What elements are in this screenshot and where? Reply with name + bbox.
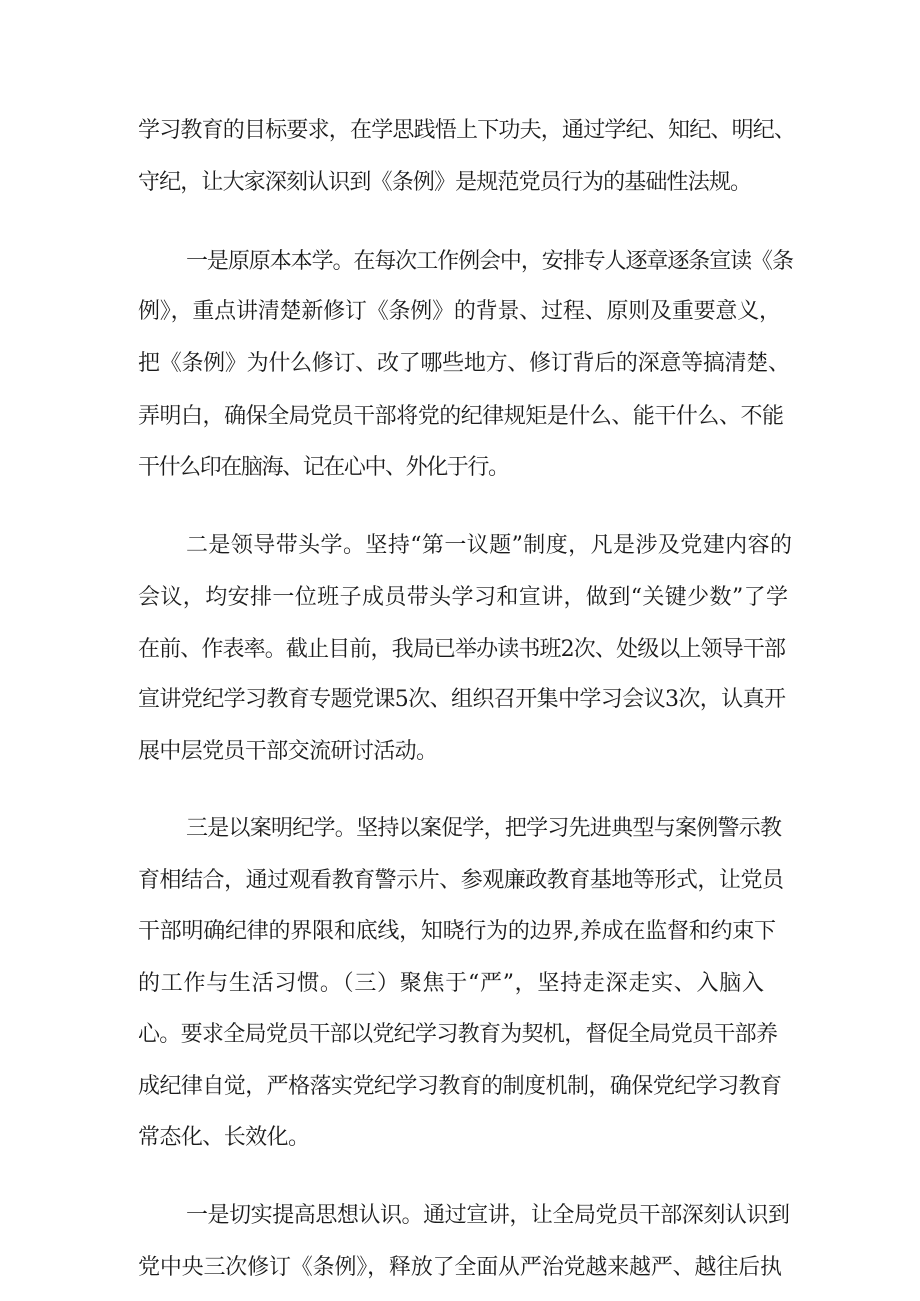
body-text-line bbox=[0, 861, 920, 901]
body-text-line bbox=[0, 578, 920, 618]
line-text: 展中层党员干部交流研讨活动。 bbox=[138, 739, 438, 764]
body-text-line bbox=[0, 292, 920, 332]
body-text-line bbox=[0, 111, 920, 151]
body-text-line bbox=[0, 1067, 920, 1107]
body-text-line bbox=[0, 344, 920, 384]
line-text: 心。要求全局党员干部以党纪学习教育为契机，督促全局党员干部养 bbox=[138, 1022, 778, 1047]
line-text: 例》，重点讲清楚新修订《条例》的背景、过程、原则及重要意义， bbox=[138, 299, 781, 324]
body-text-line bbox=[0, 163, 920, 203]
body-text-line bbox=[0, 397, 920, 437]
body-text-line bbox=[0, 964, 920, 1004]
line-text: 三是以案明纪学。坚持以案促学，把学习先进典型与案例警示教 bbox=[186, 816, 782, 841]
body-text-line bbox=[0, 448, 920, 488]
line-text: 干什么印在脑海、记在心中、外化于行。 bbox=[138, 455, 509, 480]
paragraph-first-line bbox=[0, 242, 920, 282]
paragraph-first-line bbox=[0, 809, 920, 849]
line-text: 会议，均安排一位班子成员带头学习和宣讲，做到“关键少数”了学 bbox=[138, 585, 789, 610]
line-text: 宣讲党纪学习教育专题党课5次、组织召开集中学习会议3次，认真开 bbox=[138, 687, 786, 712]
line-text: 一是切实提高思想认识。通过宣讲，让全局党员干部深刻认识到 bbox=[186, 1203, 790, 1228]
body-text-line bbox=[0, 1118, 920, 1158]
body-text-line bbox=[0, 732, 920, 772]
paragraph-first-line bbox=[0, 1196, 920, 1236]
line-text: 常态化、长效化。 bbox=[138, 1125, 310, 1150]
line-text: 育相结合，通过观看教育警示片、参观廉政教育基地等形式，让党员 bbox=[138, 868, 784, 893]
line-text: 学习教育的目标要求，在学思践悟上下功夫，通过学纪、知纪、明纪、 bbox=[138, 118, 796, 143]
body-text-line bbox=[0, 680, 920, 720]
body-text-line bbox=[0, 1248, 920, 1288]
line-text: 二是领导带头学。坚持“第一议题”制度，凡是涉及党建内容的 bbox=[186, 533, 793, 558]
line-text: 在前、作表率。截止目前，我局已举办读书班2次、处级以上领导干部 bbox=[138, 637, 786, 662]
body-text-line bbox=[0, 912, 920, 952]
body-text-line bbox=[0, 1015, 920, 1055]
line-text: 一是原原本本学。在每次工作例会中，安排专人逐章逐条宣读《条 bbox=[186, 249, 793, 274]
line-text: 守纪，让大家深刻认识到《条例》是规范党员行为的基础性法规。 bbox=[138, 170, 752, 195]
line-text: 成纪律自觉，严格落实党纪学习教育的制度机制，确保党纪学习教育 bbox=[138, 1074, 782, 1099]
line-text: 的工作与生活习惯。（三）聚焦于“严”，坚持走深走实、入脑入 bbox=[138, 971, 765, 996]
body-text-line bbox=[0, 630, 920, 670]
line-text: 把《条例》为什么修订、改了哪些地方、修订背后的深意等搞清楚、 bbox=[138, 351, 790, 376]
line-text: 干部明确纪律的界限和底线，知晓行为的边界,养成在监督和约束下 bbox=[138, 919, 776, 944]
line-text: 党中央三次修订《条例》，释放了全面从严治党越来越严、越往后执 bbox=[138, 1255, 782, 1280]
paragraph-first-line bbox=[0, 526, 920, 566]
line-text: 弄明白，确保全局党员干部将党的纪律规矩是什么、能干什么、不能 bbox=[138, 404, 784, 429]
